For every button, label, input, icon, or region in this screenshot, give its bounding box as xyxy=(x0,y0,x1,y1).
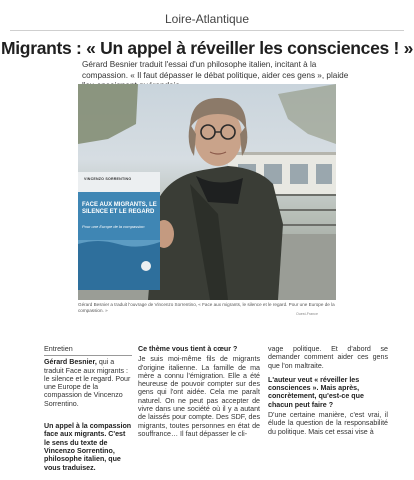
column-3 xyxy=(268,345,388,442)
standfirst: Gérard Besnier traduit l'essai d'un philosophe italien, incitant à la compassion. « Il faut dépasser le débat politique, aider ces gens », plaide xyxy=(82,60,349,80)
section-rule xyxy=(10,30,404,31)
interview-label-rule xyxy=(44,355,132,356)
column-1 xyxy=(44,345,132,472)
answer-1-continued: vage politique. Et d'abord se demander comment aider ces gens que l'on maltraite. xyxy=(268,345,388,370)
article-photo xyxy=(78,84,336,300)
column-2 xyxy=(138,345,260,444)
answer-2: D'une certaine manière, c'est vrai, il élude la question de la responsabilité du politique. Mais cet essai vise à xyxy=(268,411,388,436)
headline: Migrants : « Un appel à réveiller les consciences ! » xyxy=(0,38,414,58)
book-author: VINCENZO SORRENTINO xyxy=(84,177,132,181)
interview-intro-text: qui a traduit Face aux migrants : le silence et le regard. Pour une Europe de la compassion de Vincenzo Sorrentino. xyxy=(44,358,131,408)
book-badge xyxy=(141,261,151,271)
interview-label: Entretien xyxy=(44,344,73,353)
answer-1: Je suis moi-même fils de migrants d'origine italienne. La famille de ma mère a connu l'émigration. Elle a été heureuse de pouvoir compter sur des gens qui l'ont aidée. Cela me paraît naturel. On ne peut pas accepter de vivre dans une société où il y a autant de laissés pour compte. Des SDF, des migrants, toutes personnes en état de souffrance… Il faut dépasser le cli- xyxy=(138,355,260,438)
interview-lead: Un appel à la compassion face aux migrants. C'est le sens du texte de Vincenzo Sorrentino, philosophe italien, que vous traduisez. xyxy=(44,422,132,472)
interview-intro xyxy=(44,358,132,408)
photo-illustration xyxy=(78,84,336,300)
book-title: FACE AUX MIGRANTS, LE SILENCE ET LE REGARD xyxy=(82,202,157,215)
tree xyxy=(78,84,138,144)
question-1: Ce thème vous tient à cœur ? xyxy=(138,345,238,353)
book-subtitle: Pour une Europe de la compassion xyxy=(82,224,145,229)
photo-caption: Gérard Besnier a traduit l'ouvrage de Vincenzo Sorrentino, « Face aux migrants, le silence et le regard. Pour une Europe de la compassion. » xyxy=(78,302,335,313)
interview-intro-name: Gérard Besnier, xyxy=(44,358,97,367)
question-2: L'auteur veut « réveiller les consciences ». Mais après, concrètement, qu'est-ce que chacun peut faire ? xyxy=(268,375,364,409)
photo-credit: Ouest-France xyxy=(296,312,318,316)
section-header: Loire-Atlantique xyxy=(164,12,250,26)
railing xyxy=(268,194,336,196)
